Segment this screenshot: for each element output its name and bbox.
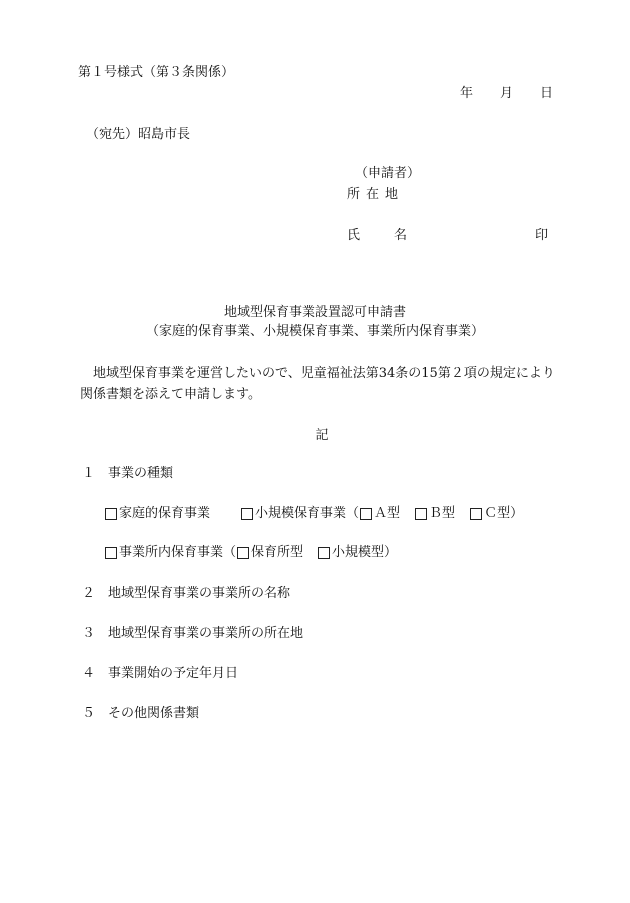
family-daycare-checkbox[interactable] [105, 508, 117, 520]
small-scale-daycare-label: 小規模保育事業（ [255, 506, 360, 521]
date-month-label: 月 [500, 86, 514, 101]
date-line [460, 87, 552, 100]
item-number: ３ [82, 626, 96, 641]
item-label: 事業の種類 [108, 466, 174, 481]
type-a-label: Ａ型 [374, 506, 401, 521]
applicant-address-label: 所在地 [347, 187, 405, 202]
business-type-options-row-1 [104, 507, 523, 520]
date-year-label: 年 [460, 86, 474, 101]
name-label-char-2: 名 [394, 228, 408, 243]
type-c-checkbox[interactable] [470, 508, 482, 520]
applicant-header: （申請者） [355, 166, 421, 181]
application-statement: 地域型保育事業を運営したいので、児童福祉法第34条の15第２項の規定により関係書類を添えて申請します。 [80, 366, 555, 402]
small-scale-daycare-checkbox[interactable] [241, 508, 253, 520]
item-business-type [82, 467, 173, 480]
item-start-date [82, 667, 238, 680]
item-other-documents [82, 707, 199, 720]
item-number: １ [82, 466, 96, 481]
applicant-name-label [347, 229, 407, 242]
document-subtitle: （家庭的保育事業、小規模保育事業、事業所内保育事業） [145, 324, 484, 339]
small-type-checkbox[interactable] [318, 547, 330, 559]
item-label: その他関係書類 [108, 706, 200, 721]
item-number: ２ [82, 586, 96, 601]
date-day-label: 日 [540, 86, 554, 101]
item-facility-address [82, 627, 303, 640]
addressee: （宛先）昭島市長 [86, 127, 191, 142]
type-b-checkbox[interactable] [415, 508, 427, 520]
item-number: ５ [82, 706, 96, 721]
document-title: 地域型保育事業設置認可申請書 [223, 305, 406, 320]
item-facility-name [82, 587, 290, 600]
item-label: 事業開始の予定年月日 [108, 666, 239, 681]
nursery-type-checkbox[interactable] [237, 547, 249, 559]
type-b-label: Ｂ型 [429, 506, 456, 521]
item-label: 地域型保育事業の事業所の名称 [108, 586, 291, 601]
workplace-daycare-label: 事業所内保育事業（ [119, 545, 237, 560]
item-label: 地域型保育事業の事業所の所在地 [108, 626, 304, 641]
type-c-label: Ｃ型） [484, 506, 524, 521]
workplace-daycare-checkbox[interactable] [105, 547, 117, 559]
ki-heading: 記 [315, 428, 329, 443]
item-number: ４ [82, 666, 96, 681]
nursery-type-label: 保育所型 [251, 545, 304, 560]
family-daycare-label: 家庭的保育事業 [119, 506, 211, 521]
business-type-options-row-2 [104, 546, 397, 559]
name-label-char-1: 氏 [347, 228, 361, 243]
type-a-checkbox[interactable] [360, 508, 372, 520]
seal-mark: 印 [535, 228, 549, 243]
form-number: 第１号様式（第３条関係） [78, 65, 235, 80]
small-type-label: 小規模型） [332, 545, 398, 560]
